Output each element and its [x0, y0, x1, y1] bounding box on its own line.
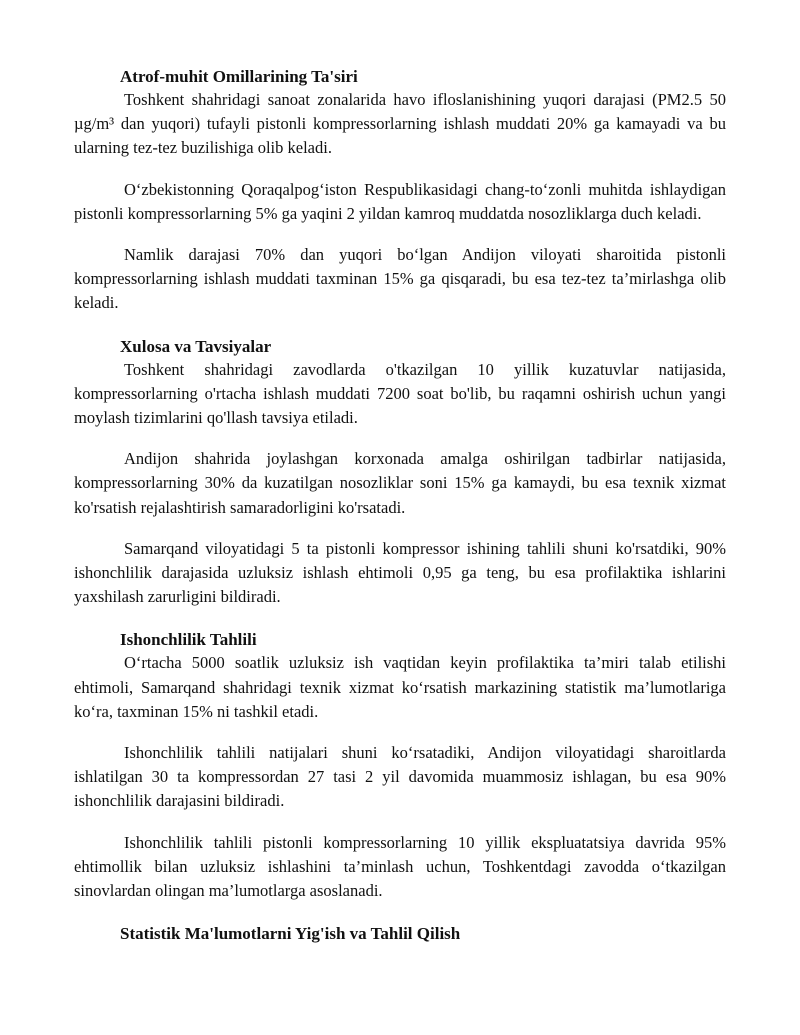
- paragraph: O‘rtacha 5000 soatlik uzluksiz ish vaqtidan keyin profilaktika ta’miri talab etilishi ehtimoli, Samarqand shahridagi texnik xizmat ko‘rsatish markazining statistik ma’lumotlariga ko‘ra, taxminan 15% ni tashkil etadi.: [74, 653, 726, 721]
- paragraph: Ishonchlilik tahlili natijalari shuni ko‘rsatadiki, Andijon viloyatidagi sharoitlarda ishlatilgan 30 ta kompressordan 27 tasi 2 yil davomida muammosiz ishlagan, bu esa 90% ishonchlilik darajasini bildiradi.: [74, 743, 726, 811]
- paragraph: Andijon shahrida joylashgan korxonada amalga oshirilgan tadbirlar natijasida, kompressorlarning 30% da kuzatilgan nosozliklar soni 15% ga kamaydi, bu esa texnik xizmat ko'rsatish rejalashtirish samaradorligini ko'rsatadi.: [74, 449, 726, 517]
- section-reliability: [74, 629, 726, 903]
- section-heading: Atrof-muhit Omillarining Ta'siri: [120, 67, 358, 86]
- paragraph: Namlik darajasi 70% dan yuqori bo‘lgan Andijon viloyati sharoitida pistonli kompressorlarning ishlash muddati taxminan 15% ga qisqaradi, bu esa tez-tez ta’mirlashga olib keladi.: [74, 245, 726, 313]
- section-statistics: [74, 923, 726, 945]
- section-heading: Statistik Ma'lumotlarni Yig'ish va Tahlil Qilish: [120, 924, 461, 944]
- document-page: [74, 66, 726, 945]
- section-conclusions: [74, 336, 726, 610]
- paragraph: Toshkent shahridagi zavodlarda o'tkazilgan 10 yillik kuzatuvlar natijasida, kompressorlarning o'rtacha ishlash muddati 7200 soat bo'lib, bu raqamni oshirish uchun yangi moylash tizimlarini qo'llash tavsiya etiladi.: [74, 359, 726, 428]
- paragraph: O‘zbekistonning Qoraqalpog‘iston Respublikasidagi chang-to‘zonli muhitda ishlaydigan pistonli kompressorlarning 5% ga yaqini 2 yildan kamroq muddatda nosozliklarga duch keladi.: [74, 179, 726, 223]
- section-heading: Xulosa va Tavsiyalar: [120, 336, 272, 356]
- section-heading: Ishonchlilik Tahlili: [120, 630, 257, 650]
- section-environment: [74, 66, 726, 316]
- paragraph: Toshkent shahridagi sanoat zonalarida havo ifloslanishining yuqori darajasi (PM2.5 50 µg/m³ dan yuqori) tufayli pistonli kompressorlarning ishlash muddati 20% ga kamayadi va bu ularning tez-tez buzilishiga olib keladi.: [74, 90, 726, 158]
- paragraph: Ishonchlilik tahlili pistonli kompressorlarning 10 yillik ekspluatatsiya davrida 95% ehtimollik bilan uzluksiz ishlashini ta’minlash uchun, Toshkentdagi zavodda o‘tkazilgan sinovlardan olingan ma’lumotlarga asoslanadi.: [74, 832, 726, 901]
- paragraph: Samarqand viloyatidagi 5 ta pistonli kompressor ishining tahlili shuni ko'rsatdiki, 90% ishonchlilik darajasida uzluksiz ishlash ehtimoli 0,95 ga teng, bu esa profilaktika ishlarini yaxshilash zarurligini bildiradi.: [74, 538, 726, 607]
